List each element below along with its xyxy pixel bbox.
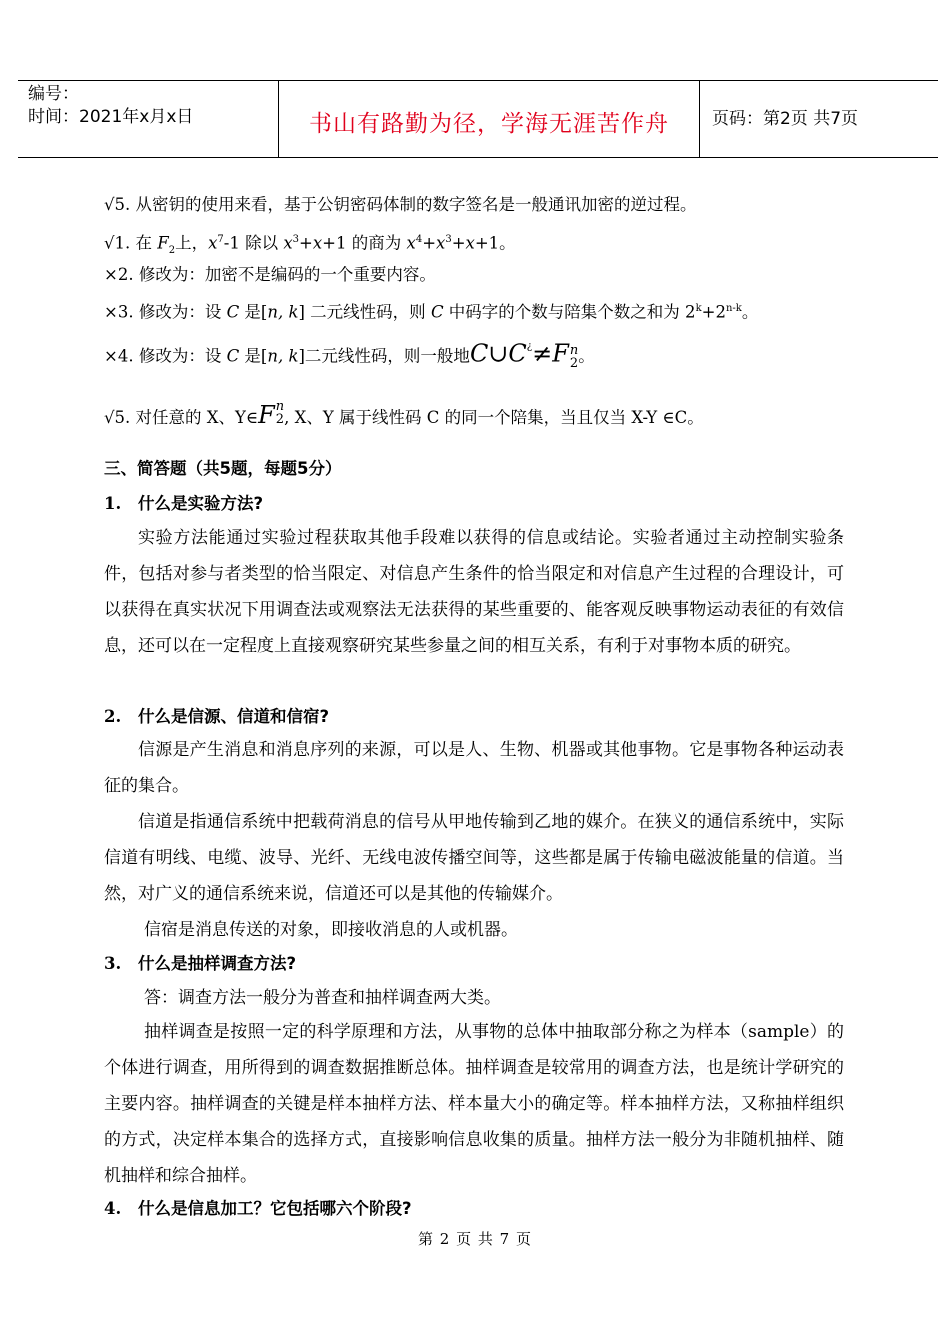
variable: x	[208, 233, 218, 253]
field-indices	[276, 400, 284, 426]
variable: C	[226, 346, 240, 366]
text: +	[451, 233, 466, 253]
exponent: k	[695, 303, 702, 314]
superscript: n	[275, 398, 285, 414]
exponent: 4	[415, 234, 423, 245]
text: 上，	[175, 233, 209, 253]
judgment-1	[104, 228, 516, 263]
text: 。	[741, 302, 759, 322]
question-title: 什么是实验方法?	[138, 494, 264, 513]
formula-mark: ¿	[526, 341, 533, 352]
variable: x	[312, 233, 323, 253]
motto: 书山有路勤为径，学海无涯苦作舟	[309, 111, 669, 137]
field-symbol: F	[552, 339, 569, 368]
judgment-2: ×2. 修改为：加密不是编码的一个重要内容。	[104, 265, 436, 284]
question-title: 什么是信息加工？它包括哪六个阶段?	[138, 1199, 412, 1218]
question-number: 2.	[104, 707, 122, 726]
page-header	[18, 80, 938, 158]
text: -1 除以	[223, 233, 284, 253]
text: , X、Y 属于线性码 C 的同一个陪集，当且仅当 X-Y ∈C。	[284, 408, 704, 427]
text: ]二元线性码，则一般地	[298, 346, 470, 366]
variable: x	[436, 233, 446, 253]
variable: C	[226, 302, 240, 322]
text: +	[299, 233, 313, 253]
text: 中码字的个数与陪集个数之和为 2	[443, 302, 696, 322]
page-footer: 第 2 页 共 7 页	[418, 1230, 532, 1248]
exponent: 7	[217, 234, 224, 245]
variable: x	[406, 233, 416, 253]
text: +1。	[474, 233, 516, 253]
text: +	[422, 233, 437, 253]
variable: n, k	[267, 346, 299, 366]
field-symbol: F	[157, 233, 169, 253]
judgment-5a: √5. 从密钥的使用来看，基于公钥密码体制的数字签名是一般通讯加密的逆过程。	[104, 195, 697, 214]
question-number: 1.	[104, 494, 122, 513]
header-motto-cell	[279, 81, 700, 157]
text: ] 二元线性码，则	[298, 302, 431, 322]
question-title: 什么是信源、信道和信宿?	[138, 707, 330, 726]
question-4-heading	[104, 1197, 412, 1221]
question-1-heading	[104, 492, 263, 516]
question-3-heading	[104, 952, 296, 976]
subscript: 2	[569, 356, 579, 371]
text: √1. 在	[104, 233, 158, 253]
superscript: n	[569, 343, 579, 358]
subscript: 2	[275, 411, 285, 427]
question-1-answer: 实验方法能通过实验过程获取其他手段难以获得的信息或结论。实验者通过主动控制实验条件，包括对参与者类型的恰当限定、对信息产生条件的恰当限定和对信息产生过程的合理设计，可以获得在真实状况下用调查法或观察法无法获得的某些重要的、能客观反映事物运动表征的有效信息，还可以在一定程度上直接观察研究某些参量之间的相互关系，有利于对事物本质的研究。	[104, 528, 844, 656]
question-3-paragraph-1: 答：调查方法一般分为普查和抽样调查两大类。	[144, 988, 501, 1008]
text: +2	[701, 302, 726, 322]
text: +1 的商为	[322, 233, 407, 253]
text: 是[	[239, 346, 268, 366]
variable: x	[283, 233, 293, 253]
question-number: 4.	[104, 1199, 122, 1218]
header-page-cell	[700, 81, 938, 157]
question-3-paragraph-2: 抽样调查是按照一定的科学原理和方法，从事物的总体中抽取部分称之为样本（sample）的个体进行调查，用所得到的调查数据推断总体。抽样调查是较常用的调查方法，也是统计学研究的主要内容。抽样调查的关键是样本抽样方法、样本量大小的确定等。样本抽样方法，又称抽样组织的方式，决定样本集合的选择方式，直接影响信息收集的质量。抽样方法一般分为非随机抽样、随机抽样和综合抽样。	[104, 1022, 844, 1186]
subscript: 2	[168, 244, 176, 256]
not-equal-sign: ≠	[532, 339, 553, 368]
text: 是[	[239, 302, 268, 322]
variable: n, k	[267, 302, 299, 322]
judgment-3	[104, 297, 758, 325]
text: ×3. 修改为：设	[104, 302, 227, 322]
exponent: n-k	[725, 303, 742, 314]
text: √5. 对任意的 X、Y∈	[104, 408, 259, 427]
number-label: 编号：	[28, 84, 79, 104]
question-2-paragraph-3: 信宿是消息传送的对象，即接收消息的人或机器。	[144, 920, 518, 940]
page-label: 页码：第2页 共7页	[712, 109, 859, 129]
section-title: 三、简答题（共5题，每题5分）	[104, 459, 342, 478]
header-info-cell	[18, 81, 279, 157]
time-label: 时间：2021年x月x日	[28, 107, 194, 127]
formula: C∪C	[469, 339, 527, 368]
question-2-heading	[104, 705, 329, 729]
field-symbol: F	[258, 401, 275, 429]
text: 。	[578, 346, 595, 366]
question-2-paragraph-1: 信源是产生消息和消息序列的来源，可以是人、生物、机器或其他事物。它是事物各种运动表征的集合。	[104, 740, 844, 796]
judgment-4	[104, 341, 595, 370]
variable: x	[465, 233, 475, 253]
question-number: 3.	[104, 954, 122, 973]
exponent: 3	[445, 234, 452, 245]
exponent: 3	[292, 234, 300, 245]
text: ×4. 修改为：设	[104, 346, 227, 366]
judgment-5b	[104, 398, 704, 432]
variable: C	[430, 302, 444, 322]
question-2-paragraph-2: 信道是指通信系统中把载荷消息的信号从甲地传输到乙地的媒介。在狭义的通信系统中，实际信道有明线、电缆、波导、光纤、无线电波传播空间等，这些都是属于传输电磁波能量的信道。当然，对广义的通信系统来说，信道还可以是其他的传输媒介。	[104, 812, 844, 904]
question-title: 什么是抽样调查方法?	[138, 954, 297, 973]
